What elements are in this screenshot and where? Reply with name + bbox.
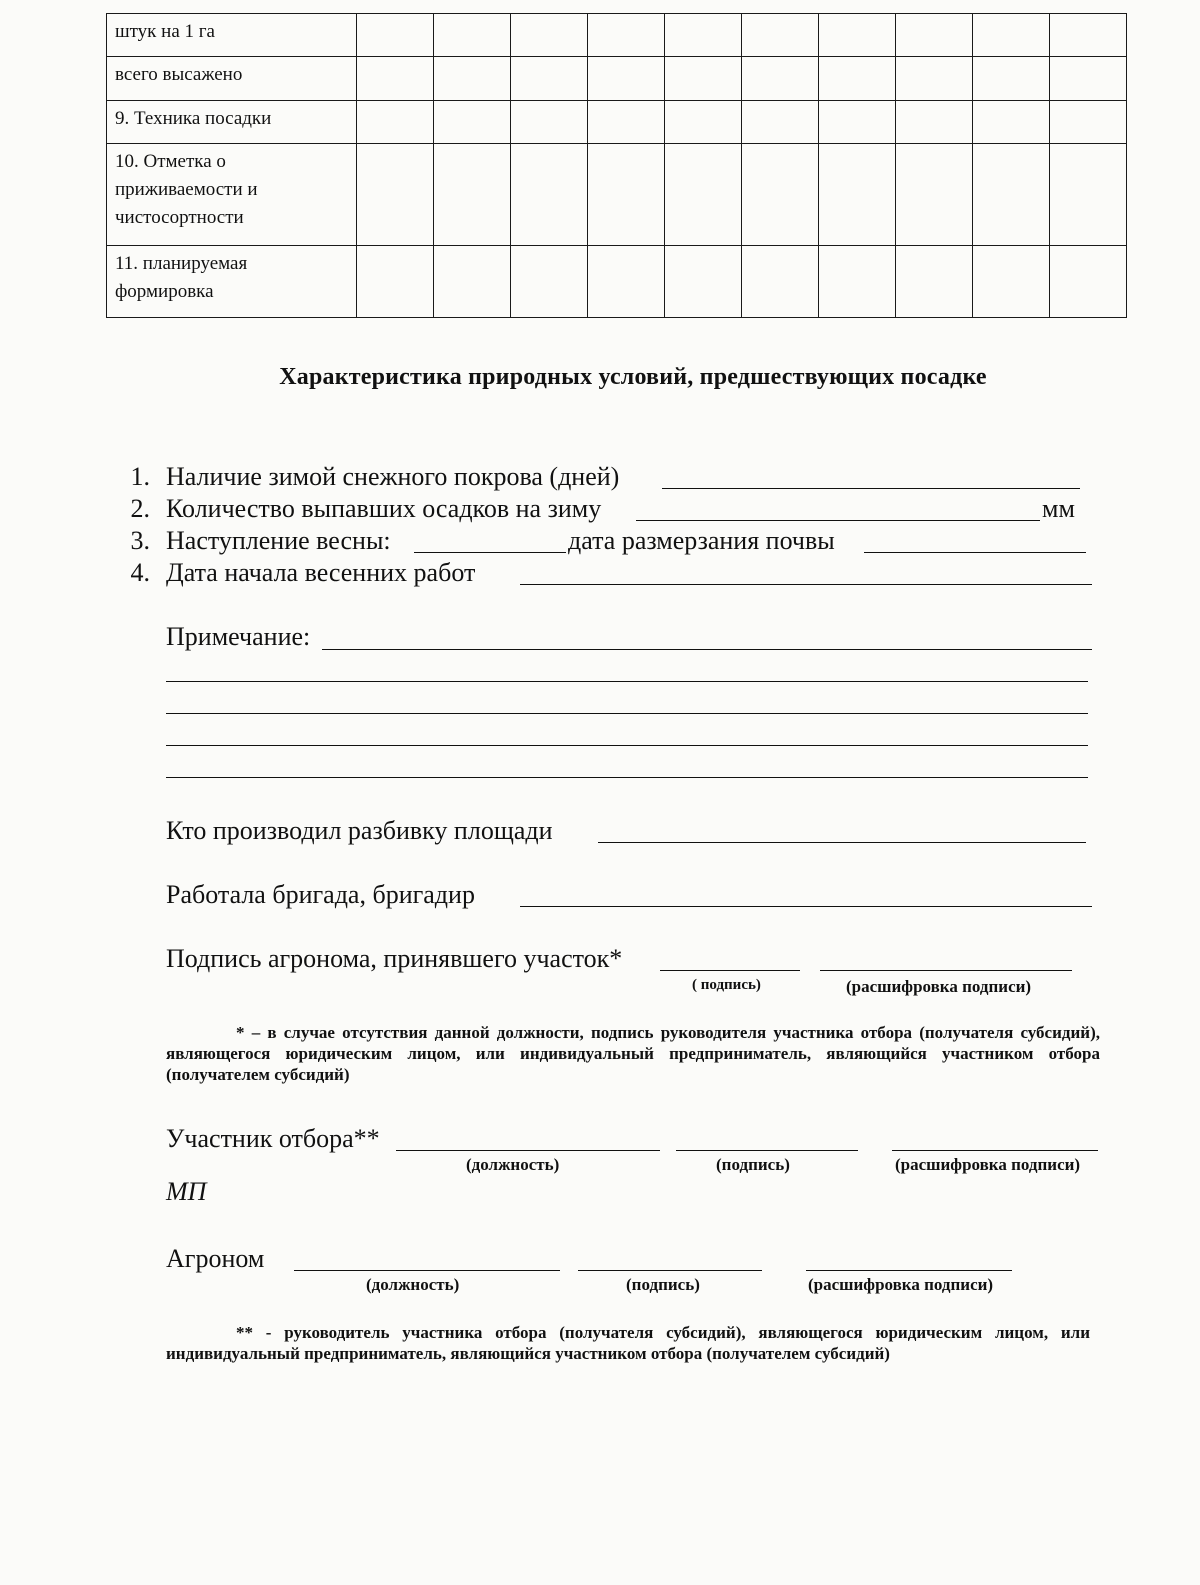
table-cell[interactable] — [819, 101, 896, 144]
table-row-label: 9. Техника посадки — [107, 101, 357, 144]
agronomist-accepted-label: Подпись агронома, принявшего участок* — [166, 944, 623, 973]
agronomist-decoding-caption: (расшифровка подписи) — [808, 1275, 994, 1294]
note-line-2[interactable] — [166, 681, 1088, 682]
table-cell[interactable] — [896, 101, 973, 144]
table-cell[interactable] — [665, 14, 742, 57]
table-row-label: 11. планируемая формировка — [107, 246, 357, 318]
brigade-field[interactable] — [520, 906, 1092, 907]
planting-table — [106, 13, 1127, 318]
table-row — [107, 144, 1127, 246]
table-cell[interactable] — [742, 246, 819, 318]
participant-position-field[interactable] — [396, 1150, 660, 1151]
table-cell[interactable] — [434, 14, 511, 57]
table-cell[interactable] — [973, 57, 1050, 101]
condition-4-number: 4. — [130, 558, 150, 587]
participant-label: Участник отбора** — [166, 1124, 380, 1153]
agronomist-decoding-field[interactable] — [806, 1270, 1012, 1271]
table-cell[interactable] — [588, 14, 665, 57]
note-label: Примечание: — [166, 622, 311, 651]
table-cell[interactable] — [511, 57, 588, 101]
table-cell[interactable] — [896, 246, 973, 318]
participant-signature-caption: (подпись) — [716, 1155, 790, 1174]
table-cell[interactable] — [896, 144, 973, 246]
agronomist-accepted-decoding-caption: (расшифровка подписи) — [846, 977, 1032, 996]
condition-4-field[interactable] — [520, 584, 1092, 585]
table-cell[interactable] — [896, 57, 973, 101]
table-cell[interactable] — [511, 101, 588, 144]
condition-2-number: 2. — [130, 494, 150, 523]
table-cell[interactable] — [434, 246, 511, 318]
table-cell[interactable] — [973, 101, 1050, 144]
table-cell[interactable] — [588, 144, 665, 246]
table-cell[interactable] — [896, 14, 973, 57]
table-row-label: всего высажено — [107, 57, 357, 101]
table-cell[interactable] — [588, 246, 665, 318]
table-cell[interactable] — [973, 144, 1050, 246]
table-cell[interactable] — [357, 101, 434, 144]
condition-3-spring-field[interactable] — [414, 552, 566, 553]
table-cell[interactable] — [665, 101, 742, 144]
note-line-5[interactable] — [166, 777, 1088, 778]
table-row — [107, 57, 1127, 101]
table-row-label: штук на 1 га — [107, 14, 357, 57]
table-cell[interactable] — [1050, 101, 1127, 144]
table-cell[interactable] — [1050, 57, 1127, 101]
participant-decoding-caption: (расшифровка подписи) — [895, 1155, 1081, 1174]
table-cell[interactable] — [434, 101, 511, 144]
footnote-1: * – в случае отсутствия данной должности, подпись руководителя участника отбора (получателя субсидий), являющегося юридическим лицом, или индивидуальный предприниматель, являющийся участником отбора (получателем субсидий) — [166, 1023, 1100, 1084]
table-cell[interactable] — [1050, 14, 1127, 57]
table-cell[interactable] — [742, 14, 819, 57]
note-line-1[interactable] — [322, 649, 1092, 650]
table-cell[interactable] — [665, 57, 742, 101]
agronomist-signature-field[interactable] — [578, 1270, 762, 1271]
agronomist-label: Агроном — [166, 1244, 265, 1273]
layout-by-label: Кто производил разбивку площади — [166, 816, 553, 845]
table-cell[interactable] — [973, 246, 1050, 318]
participant-signature-field[interactable] — [676, 1150, 858, 1151]
condition-4-label: Дата начала весенних работ — [166, 558, 476, 587]
agronomist-accepted-signature-field[interactable] — [660, 970, 800, 971]
table-cell[interactable] — [973, 14, 1050, 57]
note-line-3[interactable] — [166, 713, 1088, 714]
condition-1-field[interactable] — [662, 488, 1080, 489]
table-cell[interactable] — [665, 144, 742, 246]
table-cell[interactable] — [742, 101, 819, 144]
condition-2-label: Количество выпавших осадков на зиму — [166, 494, 602, 523]
table-cell[interactable] — [665, 246, 742, 318]
footnote-2: ** - руководитель участника отбора (получателя субсидий), являющегося юридическим лицом, или индивидуальный предприниматель, являющийся участником отбора (получателем субсидий) — [166, 1323, 1090, 1363]
table-row — [107, 14, 1127, 57]
table-cell[interactable] — [1050, 246, 1127, 318]
table-row-label: 10. Отметка о приживаемости и чистосортности — [107, 144, 357, 246]
table-cell[interactable] — [819, 246, 896, 318]
table-cell[interactable] — [434, 144, 511, 246]
table-row — [107, 101, 1127, 144]
agronomist-signature-caption: (подпись) — [626, 1275, 700, 1294]
table-row — [107, 246, 1127, 318]
layout-by-field[interactable] — [598, 842, 1086, 843]
agronomist-position-caption: (должность) — [366, 1275, 460, 1294]
table-cell[interactable] — [511, 246, 588, 318]
table-cell[interactable] — [511, 14, 588, 57]
agronomist-position-field[interactable] — [294, 1270, 560, 1271]
condition-3-label: Наступление весны: — [166, 526, 391, 555]
condition-1-label: Наличие зимой снежного покрова (дней) — [166, 462, 620, 491]
table-cell[interactable] — [357, 57, 434, 101]
agronomist-accepted-signature-caption: ( подпись) — [692, 977, 761, 993]
table-cell[interactable] — [819, 144, 896, 246]
table-cell[interactable] — [742, 144, 819, 246]
condition-2-unit: мм — [1042, 494, 1075, 523]
stamp-label: МП — [166, 1177, 207, 1206]
table-cell[interactable] — [434, 57, 511, 101]
table-cell[interactable] — [357, 144, 434, 246]
brigade-label: Работала бригада, бригадир — [166, 880, 475, 909]
condition-1-number: 1. — [130, 462, 150, 491]
condition-3-label-2: дата размерзания почвы — [568, 526, 835, 555]
table-cell[interactable] — [357, 14, 434, 57]
planting-table-body — [107, 14, 1127, 318]
table-cell[interactable] — [819, 14, 896, 57]
condition-3-thaw-field[interactable] — [864, 552, 1086, 553]
participant-decoding-field[interactable] — [892, 1150, 1098, 1151]
note-line-4[interactable] — [166, 745, 1088, 746]
table-cell[interactable] — [819, 57, 896, 101]
condition-2-field[interactable] — [636, 520, 1040, 521]
table-cell[interactable] — [588, 57, 665, 101]
agronomist-accepted-decoding-field[interactable] — [820, 970, 1072, 971]
table-cell[interactable] — [357, 246, 434, 318]
participant-position-caption: (должность) — [466, 1155, 560, 1174]
section-title: Характеристика природных условий, предшествующих посадке — [279, 364, 987, 390]
condition-3-number: 3. — [130, 526, 150, 555]
table-cell[interactable] — [1050, 144, 1127, 246]
table-cell[interactable] — [511, 144, 588, 246]
table-cell[interactable] — [588, 101, 665, 144]
table-cell[interactable] — [742, 57, 819, 101]
